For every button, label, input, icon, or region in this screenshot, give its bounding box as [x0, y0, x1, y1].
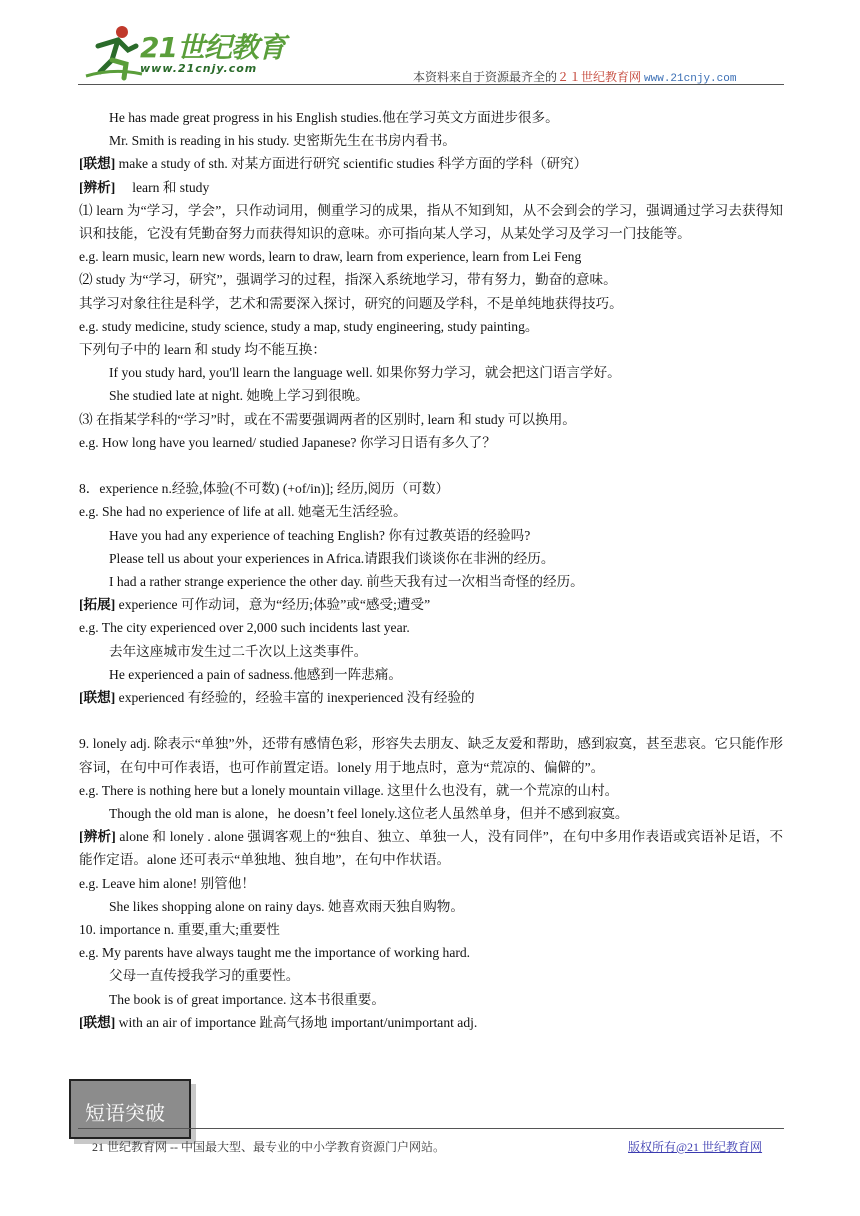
tag-bianxi: [辨析]	[79, 829, 116, 845]
body-line: Mr. Smith is reading in his study. 史密斯先生在书房内看书。	[109, 133, 456, 149]
body-paragraph: ⑴ learn 为“学习，学会”，只作动词用，侧重学习的成果，指从不知到知，从不会到会的学习，强调通过学习去获得知识和技能，它没有凭勤奋努力而获得知识的意味。亦可指向某人学习，从某处学习及学习一门技能等。	[79, 202, 783, 242]
body-line: e.g. Leave him alone! 别管他！	[79, 875, 255, 891]
body-line: [联想] make a study of sth. 对某方面进行研究 scientific studies 科学方面的学科（研究）	[79, 156, 588, 172]
body-line: [拓展] experience 可作动词，意为“经历;体验”或“感受;遭受”	[79, 597, 431, 613]
logo-text: 21世纪教育	[140, 31, 285, 64]
entry-heading: 9. lonely adj. 除表示“单独”外，还带有感情色彩，形容失去朋友、缺乏友爱和帮助，感到寂寞，甚至悲哀。它只能作形容词，在句中可作表语，也可作前置定语。lonely 用于地点时，意为“荒凉的、偏僻的”。	[79, 736, 783, 775]
section-label: 短语突破	[85, 1101, 165, 1125]
copyright-link[interactable]: 版权所有@21 世纪教育网	[628, 1140, 763, 1154]
blank-line	[79, 454, 783, 477]
body-line: Have you had any experience of teaching English? 你有过教英语的经验吗?	[109, 527, 531, 543]
body-line: ⑶ 在指某学科的“学习”时，或在不需要强调两者的区别时, learn 和 study 可以换用。	[79, 411, 576, 427]
body-line: [联想] experienced 有经验的，经验丰富的 inexperienced 没有经验的	[79, 690, 475, 706]
body-line: If you study hard, you'll learn the language well. 如果你努力学习，就会把这门语言学好。	[109, 365, 621, 381]
body-line: e.g. study medicine, study science, study a map, study engineering, study painting。	[79, 318, 539, 334]
body-line: e.g. How long have you learned/ studied Japanese? 你学习日语有多久了？	[79, 434, 496, 450]
body-line: e.g. She had no experience of life at all. 她毫无生活经验。	[79, 504, 407, 520]
body-line: e.g. My parents have always taught me the importance of working hard.	[79, 945, 471, 961]
body-line: She likes shopping alone on rainy days. 她喜欢雨天独自购物。	[109, 898, 464, 914]
body-line: [辨析] learn 和 study	[79, 179, 210, 195]
tag-lianxiang: [联想]	[79, 156, 116, 172]
body-line: [联想] with an air of importance 趾高气扬地 important/unimportant adj.	[79, 1014, 478, 1030]
section-label-box	[69, 1079, 191, 1139]
logo-url: www.21cnjy.com	[140, 62, 258, 75]
document-body	[79, 106, 783, 1034]
body-line: e.g. The city experienced over 2,000 such incidents last year.	[79, 620, 410, 636]
footer-text: 21 世纪教育网 -- 中国最大型、最专业的中小学教育资源门户网站。	[92, 1140, 445, 1154]
header-note-prefix: 本资料来自于资源最齐全的	[413, 70, 558, 84]
header-divider	[78, 84, 784, 85]
body-line: 父母一直传授我学习的重要性。	[109, 968, 300, 984]
body-line: He experienced a pain of sadness.他感到一阵悲痛。	[109, 666, 402, 682]
body-line: Though the old man is alone，he doesn’t feel lonely.这位老人虽然单身，但并不感到寂寞。	[109, 806, 629, 822]
body-line: The book is of great importance. 这本书很重要。	[109, 991, 385, 1007]
tag-lianxiang: [联想]	[79, 690, 116, 706]
header-note-site: ２１世纪教育网	[557, 70, 642, 84]
body-line: ⑵ study 为“学习，研究”，强调学习的过程，指深入系统地学习，带有努力，勤奋的意味。	[79, 272, 617, 288]
body-line: Please tell us about your experiences in Africa.请跟我们谈谈你在非洲的经历。	[109, 550, 555, 566]
body-line: He has made great progress in his English studies.他在学习英文方面进步很多。	[109, 110, 559, 125]
tag-lianxiang: [联想]	[79, 1014, 116, 1030]
header-note	[413, 68, 736, 85]
header-note-url[interactable]: www.21cnjy.com	[644, 73, 737, 85]
body-paragraph: [辨析] alone 和 lonely . alone 强调客观上的“独自、独立、单独一人，没有同伴”，在句中多用作表语或宾语补足语，不能作定语。alone 还可表示“单独地、独自地”，在句中作状语。	[79, 829, 784, 868]
footer-divider	[78, 1128, 784, 1129]
running-figure-icon	[84, 24, 144, 82]
tag-tuozhan: [拓展]	[79, 597, 116, 613]
body-line: e.g. There is nothing here but a lonely mountain village. 这里什么也没有，就一个荒凉的山村。	[79, 782, 619, 798]
body-line: e.g. learn music, learn new words, learn to draw, learn from experience, learn from Lei Feng	[79, 249, 582, 265]
tag-bianxi: [辨析]	[79, 179, 116, 195]
entry-heading: 10. importance n. 重要,重大;重要性	[79, 922, 280, 938]
body-line: She studied late at night. 她晚上学习到很晚。	[109, 388, 369, 404]
body-line: 其学习对象往往是科学，艺术和需要深入探讨，研究的问题及学科，不是单纯地获得技巧。	[79, 295, 623, 311]
entry-heading: 8．experience n.经验,体验(不可数) (+of/in)]; 经历,阅历（可数）	[79, 481, 450, 497]
blank-line	[79, 709, 783, 732]
body-line: 下列句子中的 learn 和 study 均不能互换：	[79, 342, 326, 358]
body-line: 去年这座城市发生过二千次以上这类事件。	[109, 643, 368, 659]
body-line: I had a rather strange experience the other day. 前些天我有过一次相当奇怪的经历。	[109, 574, 584, 590]
